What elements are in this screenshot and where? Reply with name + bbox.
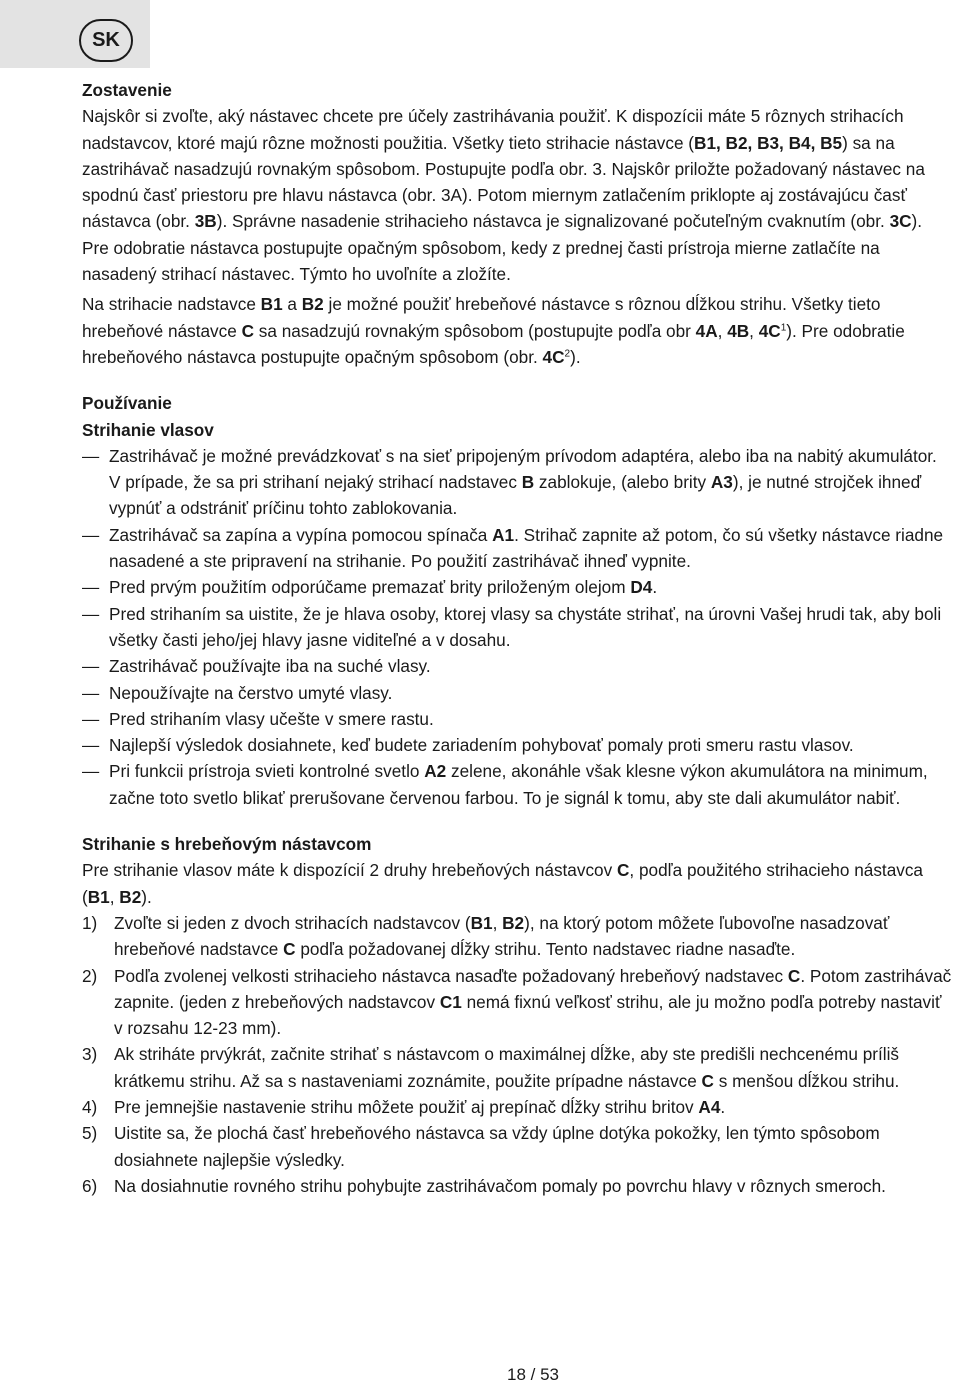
dash-bullet: — — [82, 577, 100, 598]
comb-list-item — [82, 1120, 952, 1173]
usage-list-item-segment: . — [652, 577, 658, 598]
usage-list-item-segment: ), je nutné strojček ihneď vypnúť a odstrániť príčinu tohto zablokovania. — [109, 472, 922, 519]
comb-intro-paragraph-segment: Pre strihanie vlasov máte k dispozícií 2 druhy hrebeňových nástavcov — [82, 860, 617, 881]
dash-bullet: — — [82, 708, 100, 729]
assembly-paragraph-1-segment: 3B — [194, 211, 217, 232]
assembly-paragraph-2-segment: 4B — [727, 320, 750, 341]
assembly-paragraph-2-segment: 4A — [695, 320, 718, 341]
comb-list-item-segment: Na dosiahnutie rovného strihu pohybujte zastrihávačom pomaly po povrchu hlavy v rôznych smeroch. — [114, 1175, 886, 1196]
usage-list-item — [82, 653, 952, 679]
list-number: 2) — [82, 965, 98, 986]
assembly-paragraph-2-segment: ). Pre odobratie hrebeňového nástavca postupujte opačným spôsobom (obr. — [82, 320, 905, 367]
usage-list-item-segment: zablokuje, (alebo brity — [534, 472, 711, 493]
usage-list-item — [82, 680, 952, 706]
assembly-paragraph-2-segment: 4C — [758, 320, 781, 341]
dash-bullet: — — [82, 603, 100, 624]
assembly-paragraph-2-segment: sa nasadzujú rovnakým spôsobom (postupujte podľa obr — [254, 320, 696, 341]
page-number: 18 / 53 — [507, 1365, 559, 1384]
assembly-paragraph-2-segment: C — [241, 320, 254, 341]
dash-bullet: — — [82, 735, 100, 756]
comb-list-item-segment: C — [787, 965, 801, 986]
comb-intro-paragraph-segment: , — [109, 886, 120, 907]
usage-list-item-segment: A3 — [710, 472, 733, 493]
comb-list-item-segment: B2 — [502, 912, 525, 933]
comb-intro-paragraph — [82, 857, 952, 910]
usage-list-item-segment: zelene, akonáhle však klesne výkon akumulátora na minimum, začne toto svetlo blikať prerušovane červenou farbou. To je signál k tomu, aby ste dali akumulátor nabiť. — [109, 761, 928, 808]
usage-list-item-segment: Pri funkcii prístroja svieti kontrolné svetlo — [109, 761, 425, 782]
assembly-paragraph-2-segment: 4C — [542, 346, 565, 367]
comb-numbered-list — [82, 910, 952, 1199]
comb-list-item-segment: Ak striháte prvýkrát, začnite strihať s nástavcom o maximálnej dĺžke, aby ste predišli nechcenému príliš krátkemu strihu. Až sa s nastaveniami zoznámite, použite prípadne nástavce — [114, 1044, 899, 1091]
usage-list-item-segment: Zastrihávač je možné prevádzkovať s na sieť pripojeným prívodom adaptéra, alebo iba na nabitý akumulátor. V prípade, že sa pri strihaní nejaký strihací nadstavec — [109, 445, 937, 493]
list-number: 4) — [82, 1096, 98, 1117]
assembly-paragraph-2-segment: a — [282, 294, 302, 315]
comb-list-item-segment: , — [492, 912, 503, 933]
subheading-hair-cutting: Strihanie vlasov — [82, 419, 214, 440]
assembly-paragraph-1-segment: 3C — [889, 211, 912, 232]
comb-list-item-segment: Uistite sa, že plochá časť hrebeňového nástavca sa vždy úplne dotýka pokožky, len týmto spôsobom dosiahnete najlepšie výsledky. — [114, 1123, 880, 1170]
dash-bullet: — — [82, 524, 100, 545]
comb-list-item-segment: A4 — [698, 1096, 721, 1117]
list-number: 3) — [82, 1044, 98, 1065]
assembly-paragraph-2 — [82, 291, 952, 370]
comb-list-item-segment: ), na ktorý potom môžete ľubovoľne nasadzovať hrebeňové nadstavce — [114, 912, 890, 960]
comb-intro-paragraph-segment: B1 — [87, 886, 110, 907]
comb-list-item-segment: . Potom zastrihávač zapnite. (jeden z hrebeňových nadstavcov — [114, 965, 952, 1012]
document-body — [82, 77, 952, 1199]
assembly-paragraph-1-segment: Najskôr si zvoľte, aký nástavec chcete pre účely zastrihávania použiť. K dispozícii máte 5 rôznych strihacích nadstavcov, ktoré majú rôzne možnosti použitia. Všetky tieto strihacie nástavce ( — [82, 106, 904, 153]
section-heading-comb: Strihanie s hrebeňovým nástavcom — [82, 834, 372, 855]
assembly-paragraph-2-segment: , — [749, 320, 759, 341]
comb-list-item-segment: C — [701, 1070, 714, 1091]
list-number: 5) — [82, 1123, 98, 1144]
assembly-paragraph-2-segment: B2 — [301, 294, 324, 315]
assembly-paragraph-2-segment: , — [717, 320, 728, 341]
comb-list-item — [82, 963, 952, 1042]
usage-list-item-segment: D4 — [630, 577, 653, 598]
language-badge: SK — [79, 19, 133, 62]
comb-list-item — [82, 1173, 952, 1199]
assembly-paragraph-1-segment: B1, B2, B3, B4, B5 — [694, 132, 843, 153]
assembly-paragraph-2-segment: je možné použiť hrebeňové nástavce s rôznou dĺžkou strihu. Všetky tieto hrebeňové nástavce — [82, 294, 881, 341]
comb-list-item — [82, 1041, 952, 1094]
usage-list-item — [82, 574, 952, 600]
usage-list-item-segment: Najlepší výsledok dosiahnete, keď budete zariadením pohybovať pomaly proti smeru rastu vlasov. — [109, 735, 854, 756]
section-heading-assembly: Zostavenie — [82, 80, 172, 100]
usage-list-item — [82, 758, 952, 811]
comb-list-item-segment: C — [283, 939, 296, 960]
usage-list-item-segment: . Strihač zapnite až potom, čo sú všetky nástavce riadne nasadené a ste pripravení na strihanie. Po použití zastrihávač ihneď vypnite. — [109, 524, 944, 572]
assembly-paragraph-1-segment: ) sa na zastrihávač nasadzujú rovnakým spôsobom. Postupujte podľa obr. 3. Najskôr priložte požadovaný nástavec na spodnú časť priestoru pre hlavu nástavca (obr. 3A). Potom miernym zatlačením priklopte aj zostávajúcu časť nástavca (obr. — [82, 132, 925, 232]
usage-list-item-segment: Zastrihávač sa zapína a vypína pomocou spínača — [109, 524, 493, 545]
comb-list-item-segment: C1 — [439, 991, 462, 1012]
usage-list-item-segment: A2 — [424, 761, 447, 782]
usage-list-item — [82, 522, 952, 575]
section-heading-usage: Používanie — [82, 393, 172, 414]
comb-list-item — [82, 1094, 952, 1120]
comb-list-item-segment: nemá fixnú veľkosť strihu, ale ju možno podľa potreby nastaviť v rozsahu 12-23 mm). — [114, 991, 942, 1039]
usage-list-item-segment: Zastrihávač používajte iba na suché vlasy. — [109, 656, 431, 677]
dash-bullet: — — [82, 682, 100, 703]
comb-list-item-segment: Pre jemnejšie nastavenie strihu môžete použiť aj prepínač dĺžky strihu britov — [114, 1096, 699, 1117]
usage-list-item-segment: A1 — [492, 524, 515, 545]
comb-list-item-segment: Podľa zvolenej velkosti strihacieho nástavca nasaďte požadovaný hrebeňový nadstavec — [114, 965, 788, 986]
comb-intro-paragraph-segment: ). — [141, 886, 152, 907]
comb-list-item-segment: podľa požadovanej dĺžky strihu. Tento nadstavec riadne nasaďte. — [295, 939, 796, 960]
assembly-paragraph-1-segment: ). Pre odobratie nástavca postupujte opačným spôsobom, kedy z prednej časti prístroja mierne zatlačíte na nasadený strihací nástavec. Týmto ho uvoľníte a zložíte. — [82, 211, 923, 285]
comb-list-item-segment: Zvoľte si jeden z dvoch strihacích nadstavcov ( — [114, 912, 471, 933]
dash-bullet: — — [82, 761, 100, 782]
list-number: 6) — [82, 1175, 98, 1196]
usage-list-item — [82, 706, 952, 732]
assembly-paragraph-2-segment: Na strihacie nadstavce — [82, 294, 261, 315]
list-number: 1) — [82, 912, 98, 933]
comb-list-item — [82, 910, 952, 963]
assembly-paragraph-2-segment: 2 — [564, 348, 571, 360]
comb-intro-paragraph-segment: B2 — [119, 886, 142, 907]
dash-bullet: — — [82, 656, 100, 677]
usage-bullet-list — [82, 443, 952, 811]
comb-intro-paragraph-segment: C — [617, 860, 630, 881]
usage-list-item-segment: B — [521, 472, 535, 493]
assembly-paragraph-2-segment: 1 — [780, 321, 787, 333]
comb-list-item-segment: s menšou dĺžkou strihu. — [713, 1070, 900, 1091]
dash-bullet: — — [82, 445, 100, 466]
usage-list-item-segment: Nepoužívajte na čerstvo umyté vlasy. — [109, 682, 393, 703]
assembly-paragraph-1 — [82, 103, 952, 287]
usage-list-item-segment: Pred strihaním vlasy učešte v smere rastu. — [109, 708, 434, 729]
assembly-paragraph-2-segment: ). — [570, 346, 581, 367]
comb-intro-paragraph-segment: , podľa použitého strihacieho nástavca ( — [82, 860, 923, 907]
usage-list-item-segment: Pred prvým použitím odporúčame premazať brity priloženým olejom — [109, 577, 631, 598]
usage-list-item-segment: Pred strihaním sa uistite, že je hlava osoby, ktorej vlasy sa chystáte strihať, na úrovni Vašej hrudi tak, aby boli všetky časti jeho/jej hlavy jasne viditeľné a v dosahu. — [109, 603, 942, 650]
assembly-paragraph-2-segment: B1 — [260, 294, 283, 315]
usage-list-item — [82, 443, 952, 522]
usage-list-item — [82, 732, 952, 758]
assembly-paragraph-1-segment: ). Správne nasadenie strihacieho nástavca je signalizované počuteľným cvaknutím (obr. — [216, 211, 890, 232]
usage-list-item — [82, 601, 952, 654]
comb-list-item-segment: . — [720, 1096, 726, 1117]
comb-list-item-segment: B1 — [470, 912, 493, 933]
